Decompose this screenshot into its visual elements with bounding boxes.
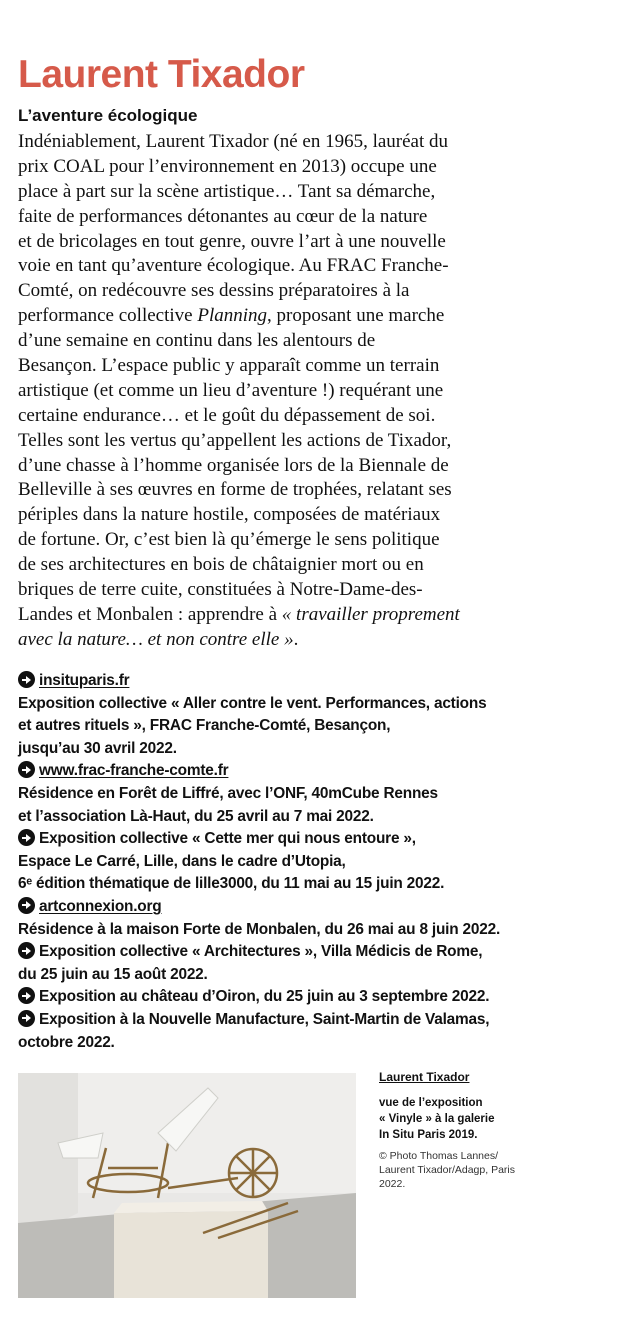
arrow-circle-icon <box>18 942 35 959</box>
agenda-row <box>18 873 598 896</box>
body-line: périples dans la nature hostile, composées de matériaux <box>18 504 441 526</box>
body-line: d’une chasse à l’homme organisée lors de la Biennale de <box>18 454 449 476</box>
agenda-text: Résidence en Forêt de Liffré, avec l’ONF, 40mCube Rennes <box>18 784 438 802</box>
agenda-row <box>18 693 598 716</box>
body-line: de ses architectures en bois de châtaignier mort ou en <box>18 554 424 576</box>
agenda-text: Exposition au château d’Oiron, du 25 juin au 3 septembre 2022. <box>39 988 490 1006</box>
emphasis-text: « travailler proprement <box>281 603 460 625</box>
arrow-circle-icon <box>18 897 35 914</box>
body-line: certaine endurance… et le goût du dépassement de soi. <box>18 404 436 426</box>
body-line: Indéniablement, Laurent Tixador (né en 1965, lauréat du <box>18 131 449 152</box>
agenda-row <box>18 1009 598 1032</box>
body-line: Belleville à ses œuvres en forme de trophées, relatant ses <box>18 479 452 501</box>
arrow-circle-icon <box>18 761 35 778</box>
emphasis-text: Planning <box>197 305 268 327</box>
page-title: Laurent Tixador <box>18 53 305 96</box>
body-line: briques de terre cuite, constituées à Notre-Dame-des- <box>18 579 423 601</box>
body-line: Besançon. L’espace public y apparaît comme un terrain <box>18 355 440 377</box>
agenda-row <box>18 941 598 964</box>
article-body <box>18 130 578 653</box>
body-line: performance collective Planning, proposant une marche <box>18 305 445 327</box>
website-link[interactable]: insituparis.fr <box>39 672 130 689</box>
agenda-text: et autres rituels », FRAC Franche-Comté, Besançon, <box>18 717 391 735</box>
body-line: faite de performances détonantes au cœur de la nature <box>18 205 428 227</box>
body-line: avec la nature… et non contre elle ». <box>18 628 299 650</box>
caption-credits <box>379 1149 529 1191</box>
body-line: Telles sont les vertus qu’appellent les actions de Tixador, <box>18 429 452 451</box>
agenda-row <box>18 1032 598 1055</box>
agenda-text: Exposition collective « Architectures », Villa Médicis de Rome, <box>39 943 483 961</box>
arrow-circle-icon <box>18 829 35 846</box>
agenda-text: jusqu’au 30 avril 2022. <box>18 739 177 757</box>
agenda-text: Espace Le Carré, Lille, dans le cadre d’Utopia, <box>18 852 346 870</box>
body-line: Landes et Monbalen : apprendre à « travailler proprement <box>18 603 460 625</box>
agenda-link-row <box>18 670 598 693</box>
agenda-list <box>18 670 598 1054</box>
agenda-link-row <box>18 896 598 919</box>
agenda-row <box>18 715 598 738</box>
agenda-row <box>18 738 598 761</box>
agenda-text: Exposition collective « Aller contre le vent. Performances, actions <box>18 694 487 712</box>
arrow-circle-icon <box>18 1010 35 1027</box>
agenda-row <box>18 806 598 829</box>
agenda-text: du 25 juin au 15 août 2022. <box>18 965 208 983</box>
arrow-circle-icon <box>18 987 35 1004</box>
caption-line: vue de l’exposition <box>379 1097 483 1109</box>
body-line: et de bricolages en tout genre, ouvre l’art à une nouvelle <box>18 230 446 252</box>
credit-line: 2022. <box>379 1178 406 1190</box>
agenda-text: 6ᵉ édition thématique de lille3000, du 11 mai au 15 juin 2022. <box>18 875 445 893</box>
caption-artist: Laurent Tixador <box>379 1070 470 1084</box>
caption-line: « Vinyle » à la galerie <box>379 1113 495 1125</box>
body-line: voie en tant qu’aventure écologique. Au FRAC Franche- <box>18 255 449 277</box>
photo-caption <box>379 1069 529 1191</box>
arrow-circle-icon <box>18 671 35 688</box>
agenda-row <box>18 783 598 806</box>
agenda-row <box>18 964 598 987</box>
emphasis-text: avec la nature… et non contre elle » <box>18 628 294 650</box>
credit-line: Laurent Tixador/Adagp, Paris <box>379 1164 515 1176</box>
body-line: Comté, on redécouvre ses dessins préparatoires à la <box>18 280 410 302</box>
agenda-row <box>18 828 598 851</box>
body-line: artistique (et comme un lieu d’aventure !) requérant une <box>18 379 444 401</box>
credit-line: © Photo Thomas Lannes/ <box>379 1150 499 1162</box>
agenda-text: octobre 2022. <box>18 1033 115 1051</box>
body-line: place à part sur la scène artistique… Tant sa démarche, <box>18 180 436 202</box>
caption-line: In Situ Paris 2019. <box>379 1129 478 1141</box>
agenda-row <box>18 919 598 942</box>
agenda-link-row <box>18 760 598 783</box>
exhibition-photo <box>18 1073 356 1298</box>
body-line: de fortune. Or, c’est bien là qu’émerge le sens politique <box>18 529 440 551</box>
agenda-text: Exposition collective « Cette mer qui nous entoure », <box>39 830 416 848</box>
agenda-text: Résidence à la maison Forte de Monbalen, du 26 mai au 8 juin 2022. <box>18 920 501 938</box>
article-subtitle: L’aventure écologique <box>18 106 198 125</box>
website-link[interactable]: www.frac-franche-comte.fr <box>39 762 229 780</box>
agenda-row <box>18 986 598 1009</box>
agenda-text: Exposition à la Nouvelle Manufacture, Saint-Martin de Valamas, <box>39 1010 490 1028</box>
body-line: d’une semaine en continu dans les alentours de <box>18 330 376 352</box>
agenda-text: et l’association Là-Haut, du 25 avril au 7 mai 2022. <box>18 807 374 825</box>
website-link[interactable]: artconnexion.org <box>39 897 162 915</box>
agenda-row <box>18 851 598 874</box>
body-line: prix COAL pour l’environnement en 2013) occupe une <box>18 155 437 177</box>
